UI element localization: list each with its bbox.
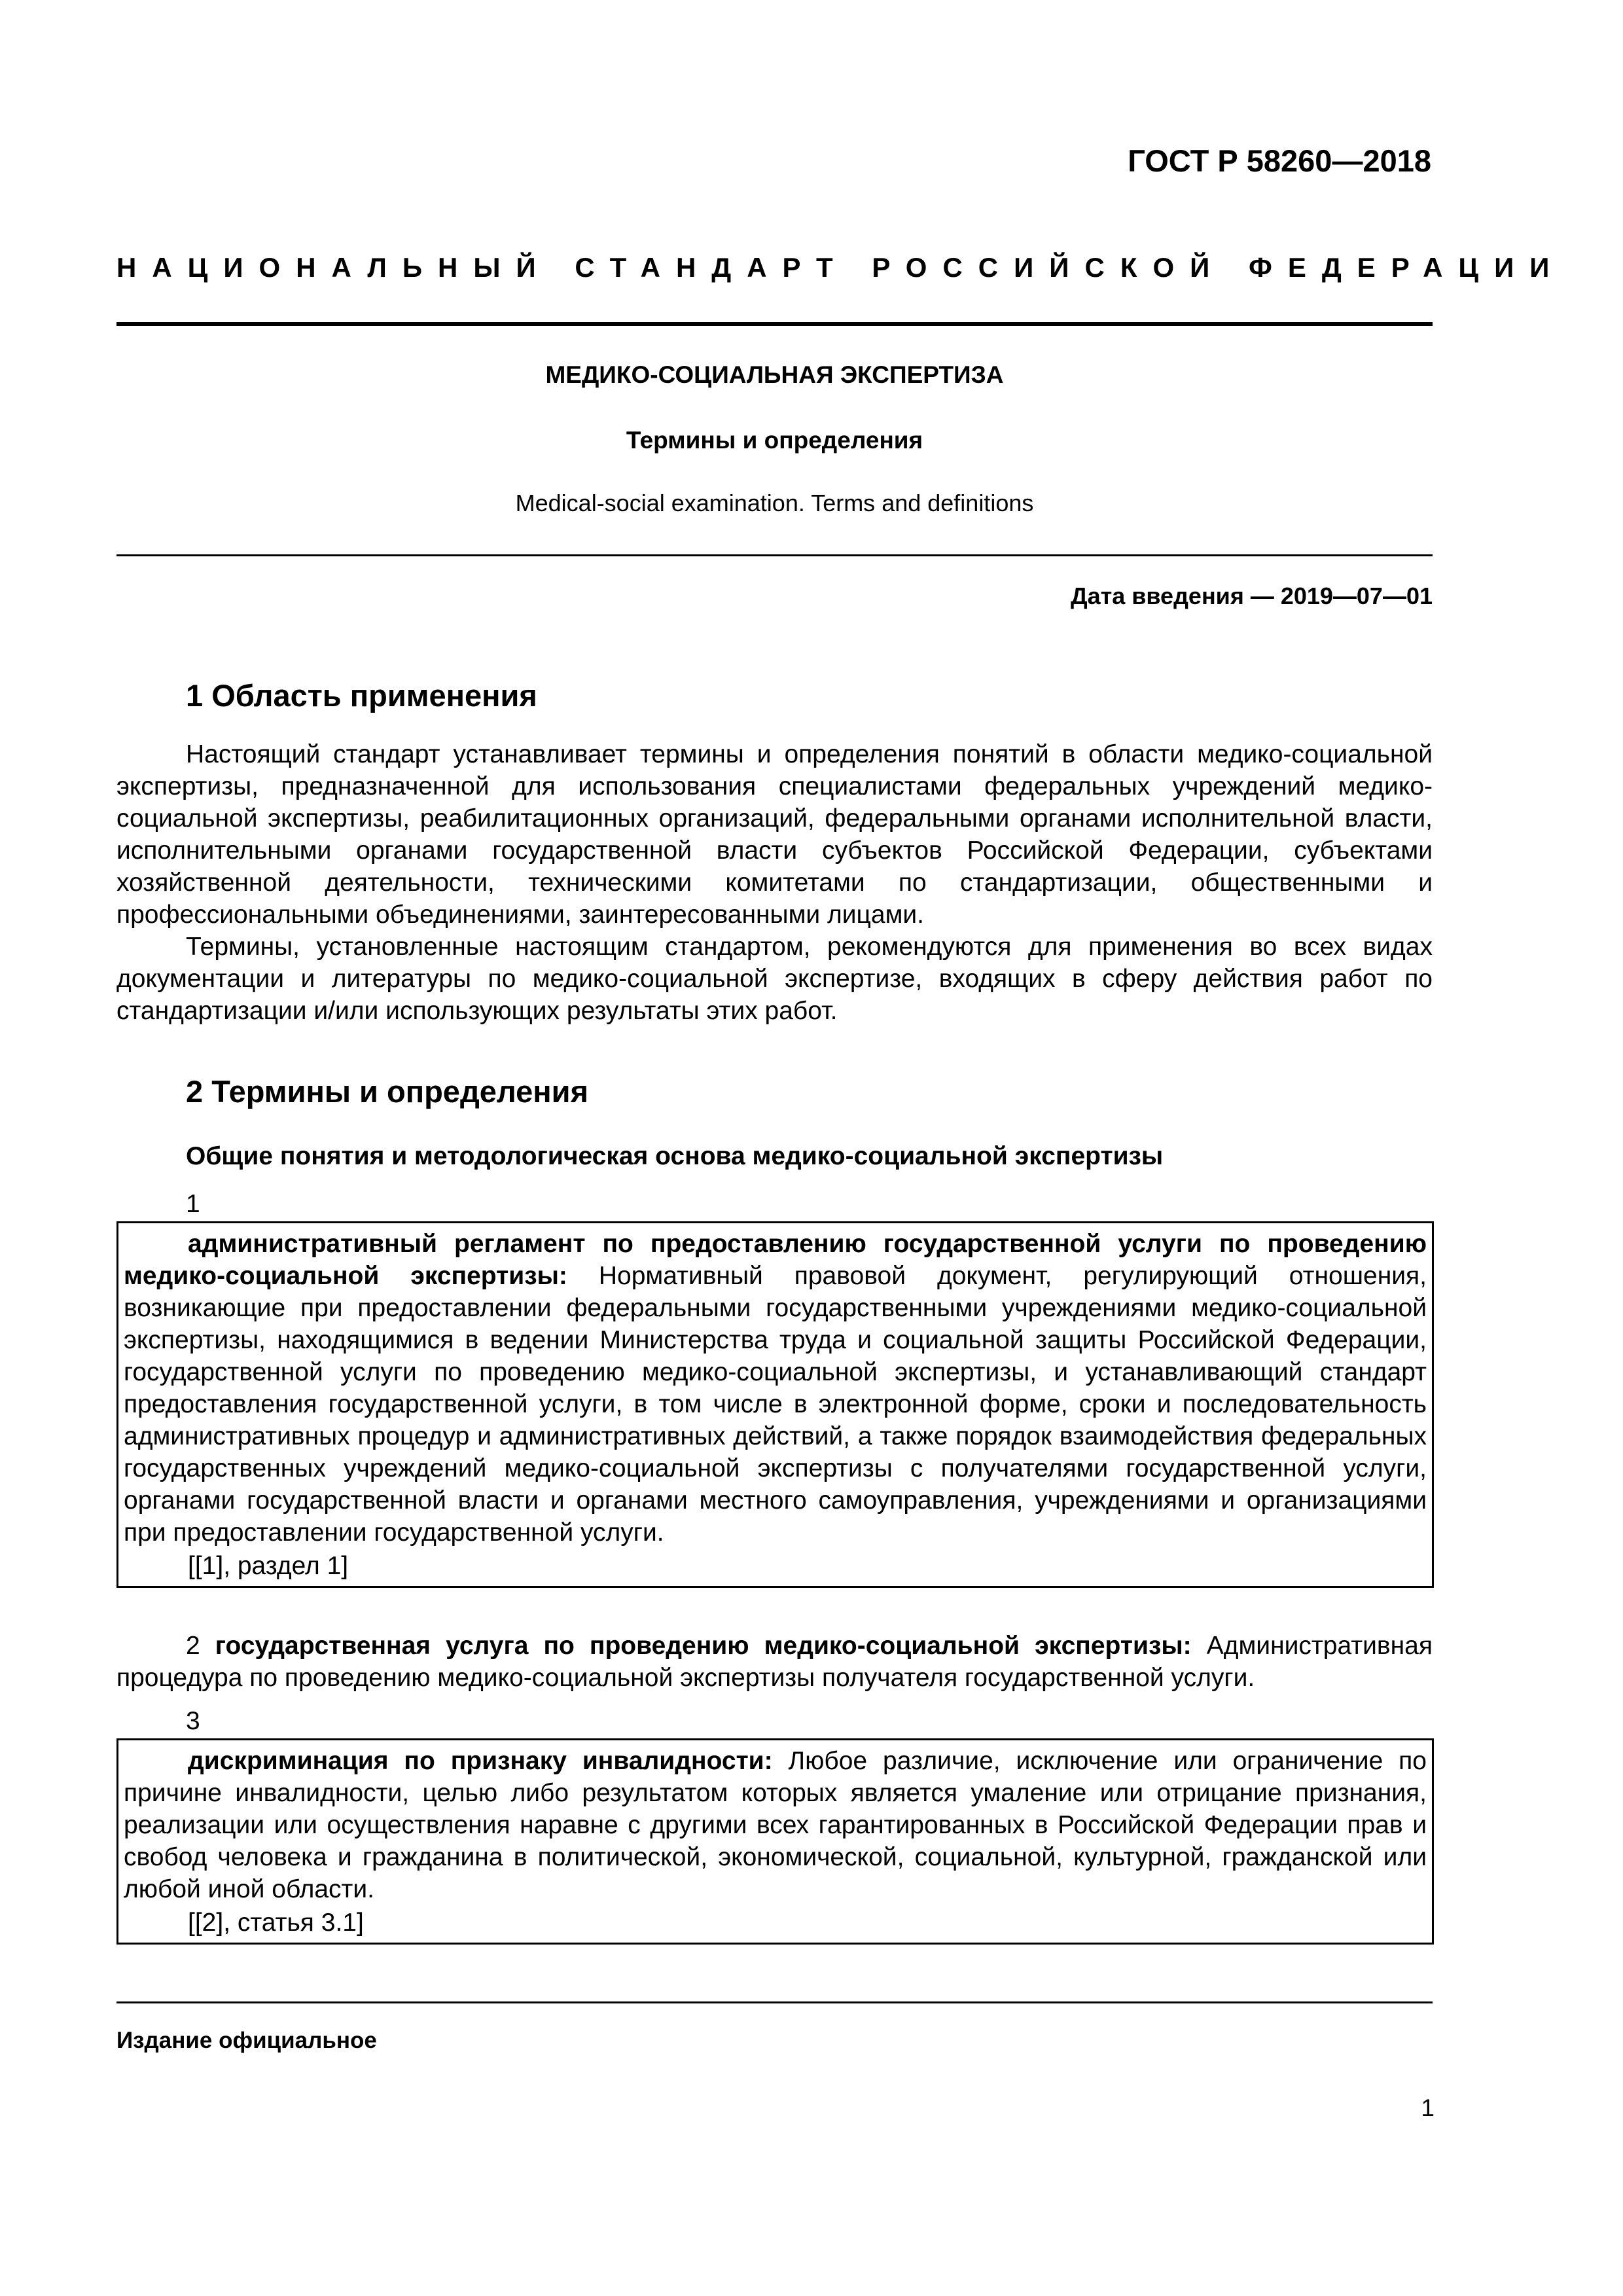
english-title: Medical-social examination. Terms and definitions [515, 490, 1034, 516]
term-number: 3 [186, 1707, 200, 1735]
term-number: 1 [186, 1190, 200, 1218]
section-2-heading: 2 Термины и определения [186, 1074, 588, 1109]
scope-paragraph: Настоящий стандарт устанавливает термины и определения понятий в области медико-социальной экспертизы, предназначенной для использования специалистами федеральных учреждений медико-социальной экспертизы, реабилитационных организаций, федеральными органами исполнительной власти, исполнительными органами государственной власти субъектов Российской Федерации, субъектами хозяйственной деятельности, техническими комитетами по стандартизации, общественными и профессиональными объединениями, заинтересованными лицами. [116, 740, 1433, 929]
official-edition-label: Издание официальное [116, 2028, 377, 2053]
term-box [116, 1738, 1434, 1945]
header-divider [116, 322, 1433, 326]
term-name: государственная услуга по проведению медико-социальной экспертизы: [215, 1632, 1192, 1660]
page-number: 1 [1421, 2094, 1435, 2121]
term-entry [124, 1228, 1427, 1549]
footer-divider [116, 2001, 1433, 2003]
term-definition: Нормативный правовой документ, регулирующий отношения, возникающие при предоставлении федеральными государственными учреждениями медико-социальной экспертизы, находящимися в ведении Министерства труда и социальной защиты Российской Федерации, государственной услуги по проведению медико-социальной экспертизы, и устанавливающий стандарт предоставления государственной услуги, в том числе в электронной форме, сроки и последовательность административных процедур и административных действий, а также порядок взаимодействия федеральных государственных учреждений медико-социальной экспертизы с получателями государственной услуги, органами государственной власти и органами местного самоуправления, учреждениями и организациями при предоставлении государственной услуги. [124, 1262, 1427, 1547]
section-1-heading: 1 Область применения [186, 678, 537, 713]
subsection-heading: Общие понятия и методологическая основа медико-социальной экспертизы [186, 1142, 1164, 1170]
term-box [116, 1221, 1434, 1588]
document-title: МЕДИКО-СОЦИАЛЬНАЯ ЭКСПЕРТИЗА [545, 361, 1004, 388]
document-subtitle: Термины и определения [626, 427, 923, 454]
term-reference: [[1], раздел 1] [188, 1552, 349, 1580]
gost-code: ГОСТ Р 58260—2018 [1128, 143, 1431, 178]
introduction-date: Дата введения — 2019—07—01 [1070, 583, 1433, 609]
term-reference: [[2], статья 3.1] [188, 1909, 364, 1937]
term-name: дискриминация по признаку инвалидности: [188, 1747, 773, 1775]
term-entry-2 [116, 1630, 1433, 1694]
title-divider [116, 554, 1433, 556]
term-definition: Любое различие, исключение или ограничение по причине инвалидности, целью либо результатом которых является умаление или отрицание признания, реализации или осуществления наравне с другими всех гарантированных в Российской Федерации прав и свобод человека и гражданина в политической, экономической, социальной, культурной, гражданской или любой иной области. [124, 1747, 1427, 1903]
term-definition: Административная процедура по проведению медико-социальной экспертизы получателя государственной услуги. [116, 1632, 1433, 1692]
term-entry [124, 1745, 1427, 1905]
national-standard-title: НАЦИОНАЛЬНЫЙ СТАНДАРТ РОССИЙСКОЙ ФЕДЕРАЦИИ [116, 252, 1565, 283]
scope-paragraph: Термины, установленные настоящим стандартом, рекомендуются для применения во всех видах документации и литературы по медико-социальной экспертизе, входящих в сферу действия работ по стандартизации и/или использующих результаты этих работ. [116, 933, 1433, 1025]
term-number: 2 [186, 1632, 200, 1660]
term-name: административный регламент по предоставлению государственной услуги по проведению медико-социальной экспертизы: [124, 1230, 1427, 1290]
term-entry [116, 1630, 1433, 1694]
scope-text [116, 738, 1433, 1027]
